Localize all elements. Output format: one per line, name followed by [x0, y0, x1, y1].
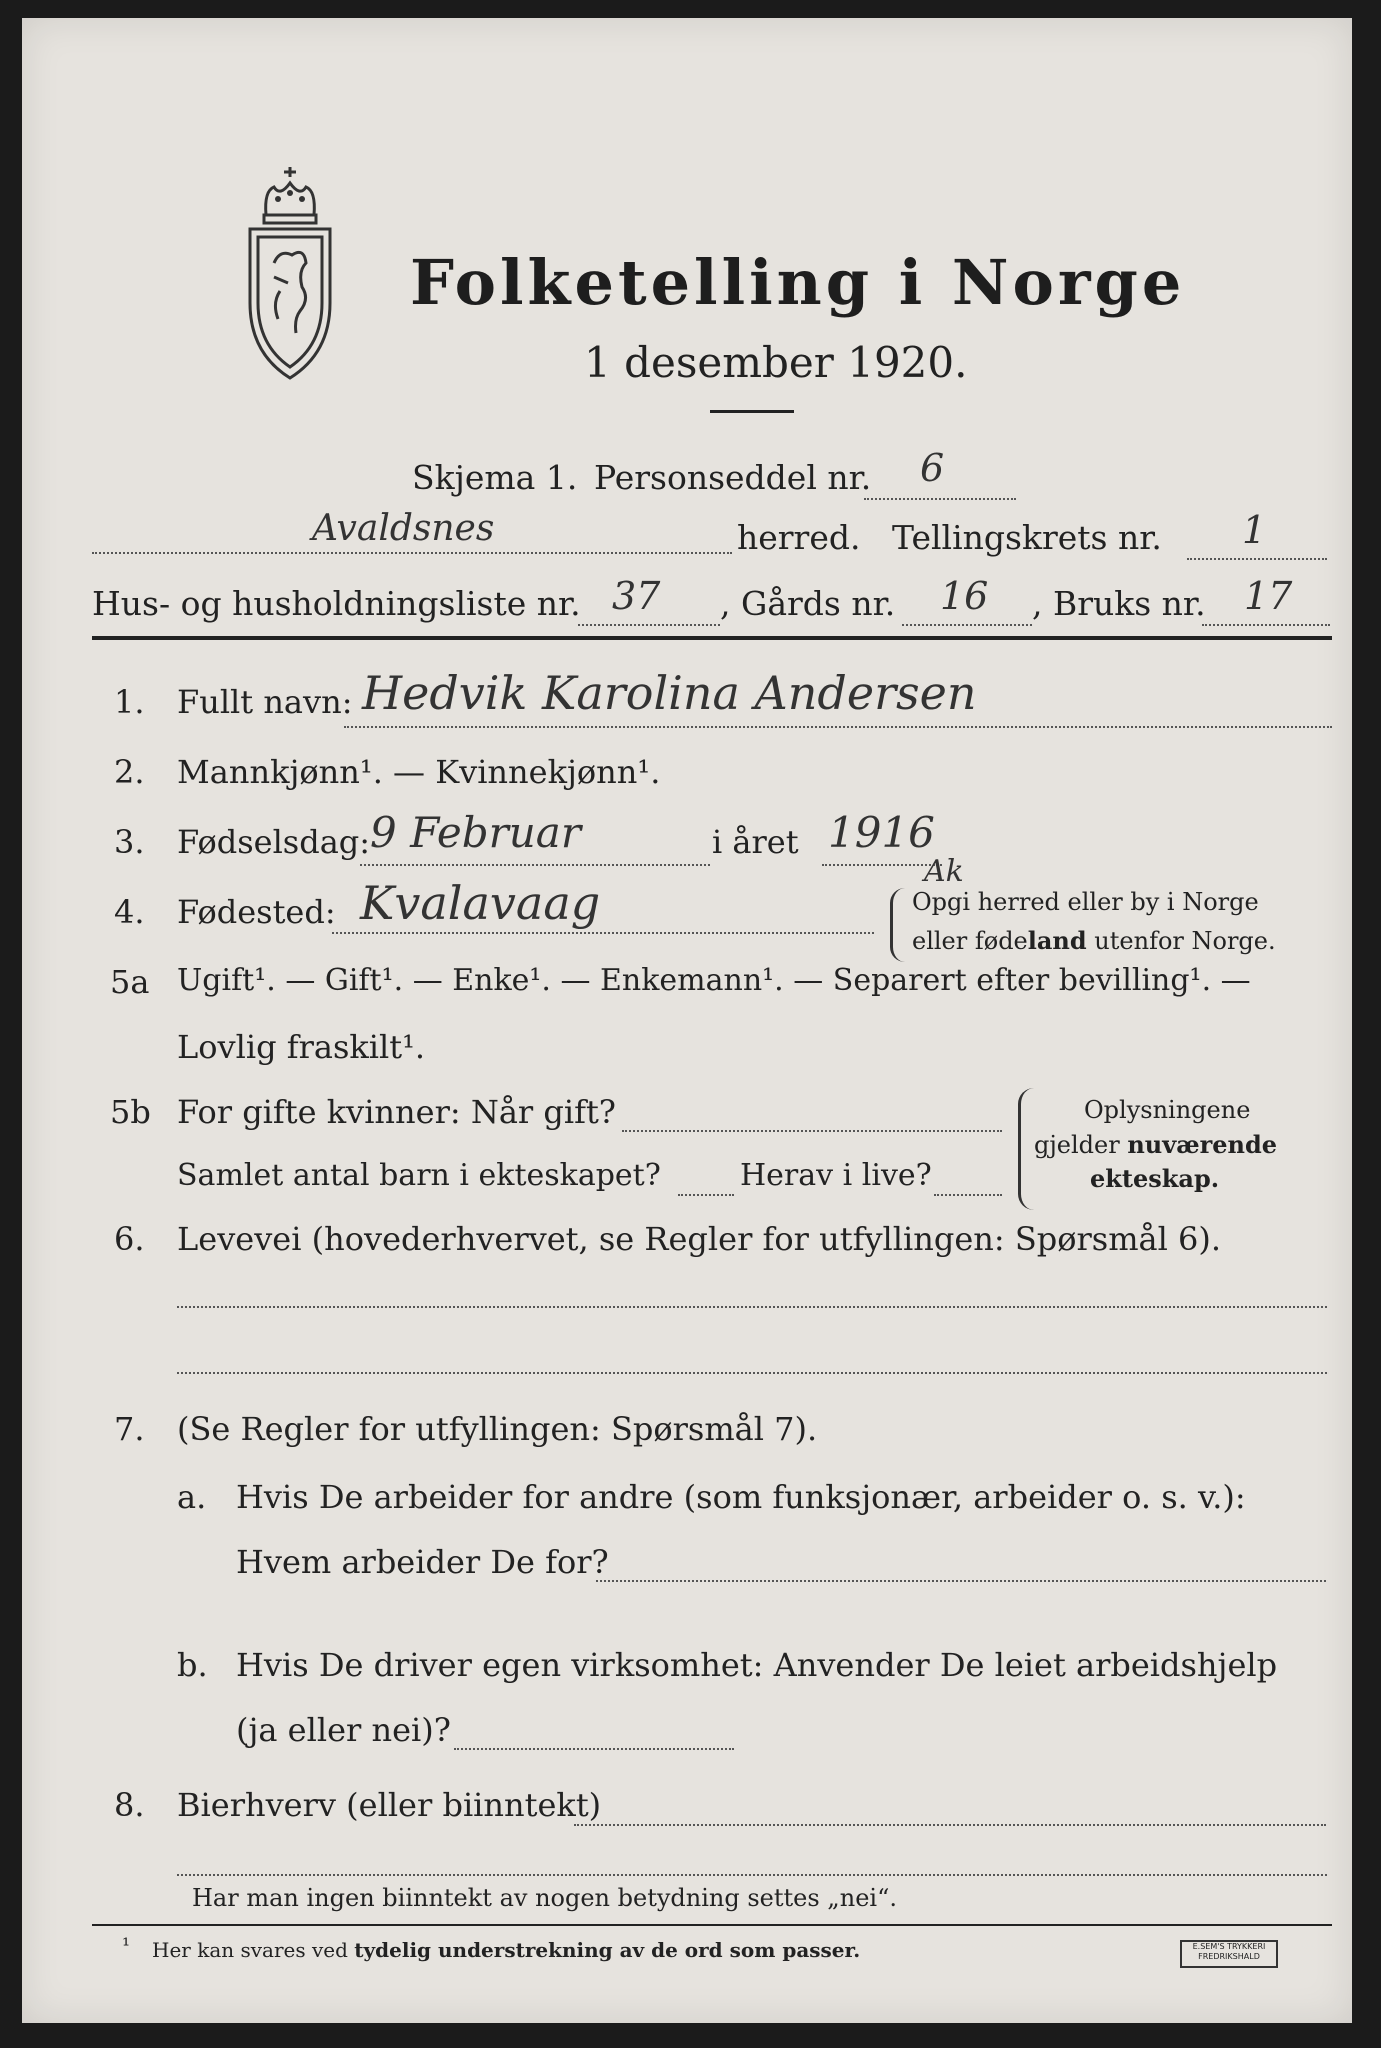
birthplace-extra-value: Ak: [924, 854, 964, 889]
q5b-note-line1: Oplysningene: [1084, 1096, 1251, 1124]
footnote-mark: ¹: [122, 1933, 131, 1957]
q5b-number: 5b: [110, 1093, 151, 1131]
children-alive-field[interactable]: [934, 1194, 1002, 1196]
q4-note-line2: eller fødeland utenfor Norge.: [912, 926, 1276, 955]
q7b-label: Hvis De driver egen virksomhet: Anvender De leiet arbeidshjelp: [236, 1646, 1278, 1684]
q7b-number: b.: [177, 1646, 208, 1684]
hired-help-field[interactable]: [454, 1748, 734, 1750]
tellingskrets-label: Tellingskrets nr.: [892, 518, 1162, 557]
q7-label: (Se Regler for utfyllingen: Spørsmål 7).: [177, 1410, 818, 1448]
bruks-value: 17: [1244, 574, 1293, 618]
q8-number: 8.: [114, 1786, 145, 1824]
q1-label: Fullt navn:: [177, 683, 353, 721]
q2-label: Mannkjønn¹. — Kvinnekjønn¹.: [177, 753, 661, 791]
census-date: 1 desember 1920.: [584, 338, 968, 387]
q6-label: Levevei (hovederhvervet, se Regler for utfyllingen: Spørsmål 6).: [177, 1220, 1222, 1258]
form-title: Folketelling i Norge: [410, 246, 1186, 319]
gards-label: , Gårds nr.: [720, 584, 896, 623]
q5a-label-2: Lovlig fraskilt¹.: [177, 1028, 426, 1066]
personseddel-label: Personseddel nr.: [594, 458, 872, 497]
q7-number: 7.: [114, 1410, 145, 1448]
employer-field[interactable]: [596, 1580, 1326, 1582]
q5b-label-2: Samlet antal barn i ekteskapet?: [177, 1158, 661, 1193]
q5b-brace: [1018, 1088, 1035, 1210]
full-name-field[interactable]: [344, 726, 1332, 728]
gards-value: 16: [940, 574, 989, 618]
bruks-field[interactable]: [1202, 624, 1330, 626]
gards-field[interactable]: [902, 624, 1032, 626]
q7b-label-2: (ja eller nei)?: [236, 1711, 451, 1749]
hus-field[interactable]: [578, 624, 720, 626]
q6-number: 6.: [114, 1220, 145, 1258]
q3-number: 3.: [114, 823, 145, 861]
q5b-label: For gifte kvinner: Når gift?: [177, 1093, 616, 1131]
side-income-field-2[interactable]: [177, 1874, 1327, 1876]
children-count-field[interactable]: [678, 1194, 734, 1196]
norway-coat-of-arms-icon: [244, 163, 336, 383]
header-rule: [92, 636, 1332, 640]
occupation-field-1[interactable]: [177, 1306, 1327, 1308]
footnote-rule: [92, 1924, 1332, 1926]
birthday-value: 9 Februar: [370, 808, 581, 857]
q1-number: 1.: [114, 683, 145, 721]
q4-label: Fødested:: [177, 893, 336, 931]
herred-field[interactable]: [92, 552, 732, 554]
q2-number: 2.: [114, 753, 145, 791]
herred-value: Avaldsnes: [312, 508, 495, 549]
tellingskrets-field[interactable]: [1187, 558, 1327, 560]
q7a-label: Hvis De arbeider for andre (som funksjonær, arbeider o. s. v.):: [236, 1478, 1246, 1516]
married-when-field[interactable]: [622, 1130, 1002, 1132]
herred-label: herred.: [737, 518, 861, 557]
q7a-label-2: Hvem arbeider De for?: [236, 1543, 609, 1581]
birth-year-value: 1916: [828, 808, 935, 857]
q3-year-label: i året: [712, 823, 799, 861]
tellingskrets-value: 1: [1242, 508, 1267, 552]
q4-number: 4.: [114, 893, 145, 931]
side-income-field[interactable]: [574, 1824, 1326, 1826]
printer-stamp-line1: E.SEM'S TRYKKERI: [1192, 1942, 1266, 1951]
q3-label: Fødselsdag:: [177, 823, 371, 861]
personseddel-field[interactable]: [864, 498, 1016, 500]
q5a-number: 5a: [110, 963, 150, 1001]
full-name-value: Hedvik Karolina Andersen: [362, 666, 977, 720]
q5b-label-3: Herav i live?: [740, 1158, 932, 1193]
q8-label: Bierhverv (eller biinntekt): [177, 1786, 602, 1824]
birthplace-value: Kvalavaag: [360, 876, 601, 930]
printer-stamp-line2: FREDRIKSHALD: [1198, 1952, 1260, 1961]
birthday-field[interactable]: [360, 864, 710, 866]
bruks-label: , Bruks nr.: [1032, 584, 1206, 623]
q7a-number: a.: [177, 1478, 207, 1516]
q4-note-line1: Opgi herred eller by i Norge: [912, 888, 1259, 916]
title-divider: [710, 410, 794, 413]
q5b-note-line2: gjelder nuværende: [1034, 1130, 1278, 1159]
personseddel-value: 6: [920, 446, 945, 490]
q4-brace: [890, 888, 905, 962]
skjema-label: Skjema 1.: [412, 458, 578, 497]
hus-label: Hus- og husholdningsliste nr.: [92, 584, 581, 623]
birthplace-field[interactable]: [332, 932, 874, 934]
q8-note: Har man ingen biinntekt av nogen betydning settes „nei“.: [192, 1884, 897, 1912]
hus-value: 37: [612, 574, 661, 618]
printer-stamp: [1180, 1940, 1278, 1968]
q5a-label: Ugift¹. — Gift¹. — Enke¹. — Enkemann¹. — Separert efter bevilling¹. —: [177, 963, 1251, 998]
census-form-page: [22, 18, 1352, 2023]
q5b-note-line3: ekteskap.: [1090, 1164, 1220, 1193]
footnote-text: Her kan svares ved tydelig understrekning av de ord som passer.: [152, 1938, 861, 1962]
occupation-field-2[interactable]: [177, 1372, 1327, 1374]
